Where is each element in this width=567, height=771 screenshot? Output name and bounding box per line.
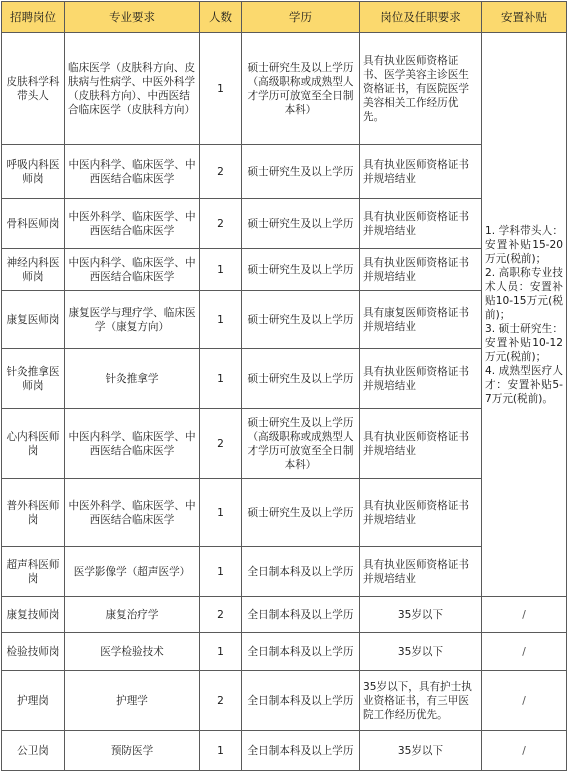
row-count: 2 [200,199,242,249]
row-requirements: 35岁以下 [360,731,482,771]
row-major: 医学影像学（超声医学） [65,547,200,597]
table-row [2,731,567,771]
row-education: 全日制本科及以上学历 [242,671,360,731]
row-count: 1 [200,291,242,349]
row-education: 硕士研究生及以上学历 [242,199,360,249]
row-education: 硕士研究生及以上学历 [242,291,360,349]
row-position: 检验技师岗 [2,633,65,671]
row-requirements: 具有康复医师资格证书并规培结业 [360,291,482,349]
row-education: 硕士研究生及以上学历 [242,145,360,199]
row-requirements: 具有执业医师资格证书并规培结业 [360,199,482,249]
row-subsidy: / [482,597,567,633]
row-position: 护理岗 [2,671,65,731]
row-education: 全日制本科及以上学历 [242,731,360,771]
row-position: 心内科医师岗 [2,409,65,479]
row-position: 骨科医师岗 [2,199,65,249]
row-position: 针灸推拿医师岗 [2,349,65,409]
row-position: 康复技师岗 [2,597,65,633]
table-row [2,597,567,633]
table-row [2,671,567,731]
row-major: 医学检验技术 [65,633,200,671]
header-subsidy: 安置补贴 [482,2,567,33]
subsidy-note: 3. 硕士研究生：安置补贴10-12万元(税前)； [485,322,563,363]
header-requirements: 岗位及任职要求 [360,2,482,33]
header-count: 人数 [200,2,242,33]
subsidy-note: 4. 成熟型医疗人才：安置补贴5-7万元(税前)。 [485,364,563,405]
row-position: 超声科医师岗 [2,547,65,597]
table-row [2,633,567,671]
row-major: 康复医学与理疗学、临床医学（康复方向） [65,291,200,349]
row-major: 中医内科学、临床医学、中西医结合临床医学 [65,249,200,291]
row-requirements: 具有执业医师资格证书并规培结业 [360,547,482,597]
row-position: 神经内科医师岗 [2,249,65,291]
header-row [2,2,567,33]
row-count: 2 [200,671,242,731]
row-position: 普外科医师岗 [2,479,65,547]
row-subsidy: / [482,633,567,671]
row-major: 预防医学 [65,731,200,771]
header-major: 专业要求 [65,2,200,33]
row-requirements: 35岁以下 [360,633,482,671]
row-education: 全日制本科及以上学历 [242,597,360,633]
recruitment-table [1,1,567,771]
row-education: 硕士研究生及以上学历（高级职称或成熟型人才学历可放宽至全日制本科） [242,33,360,145]
row-requirements: 具有执业医师资格证书并规培结业 [360,479,482,547]
row-count: 1 [200,349,242,409]
row-position: 呼吸内科医师岗 [2,145,65,199]
row-major: 中医内科学、临床医学、中西医结合临床医学 [65,145,200,199]
row-count: 2 [200,409,242,479]
row-major: 康复治疗学 [65,597,200,633]
row-education: 硕士研究生及以上学历 [242,249,360,291]
row-major: 中医外科学、临床医学、中西医结合临床医学 [65,199,200,249]
row-education: 硕士研究生及以上学历 [242,479,360,547]
row-count: 1 [200,547,242,597]
subsidy-note: 1. 学科带头人：安置补贴15-20万元(税前)； [485,224,563,265]
subsidy-notes-cell [482,33,567,597]
row-major: 中医内科学、临床医学、中西医结合临床医学 [65,409,200,479]
row-requirements: 具有执业医师资格证书并规培结业 [360,349,482,409]
row-major: 护理学 [65,671,200,731]
row-education: 硕士研究生及以上学历（高级职称或成熟型人才学历可放宽至全日制本科） [242,409,360,479]
row-subsidy: / [482,731,567,771]
row-requirements: 具有执业医师资格证书并规培结业 [360,145,482,199]
row-count: 1 [200,249,242,291]
row-education: 全日制本科及以上学历 [242,633,360,671]
row-position: 皮肤科学科带头人 [2,33,65,145]
row-major: 针灸推拿学 [65,349,200,409]
row-position: 康复医师岗 [2,291,65,349]
row-requirements: 35岁以下，具有护士执业资格证书，有三甲医院工作经历优先。 [360,671,482,731]
row-position: 公卫岗 [2,731,65,771]
row-education: 硕士研究生及以上学历 [242,349,360,409]
row-requirements: 具有执业医师资格证书、医学美容主诊医生资格证书，有医院医学美容相关工作经历优先。 [360,33,482,145]
row-major: 临床医学（皮肤科方向、皮肤病与性病学、中医外科学（皮肤科方向）、中西医结合临床医学（皮肤科方向） [65,33,200,145]
row-major: 中医外科学、临床医学、中西医结合临床医学 [65,479,200,547]
header-position: 招聘岗位 [2,2,65,33]
row-requirements: 具有执业医师资格证书并规培结业 [360,409,482,479]
row-count: 1 [200,731,242,771]
row-requirements: 具有执业医师资格证书并规培结业 [360,249,482,291]
row-education: 全日制本科及以上学历 [242,547,360,597]
row-subsidy: / [482,671,567,731]
row-requirements: 35岁以下 [360,597,482,633]
row-count: 2 [200,145,242,199]
row-count: 1 [200,479,242,547]
header-education: 学历 [242,2,360,33]
subsidy-note: 2. 高职称专业技术人员：安置补贴10-15万元(税前)； [485,266,563,321]
table-row [2,33,567,145]
row-count: 2 [200,597,242,633]
row-count: 1 [200,33,242,145]
row-count: 1 [200,633,242,671]
